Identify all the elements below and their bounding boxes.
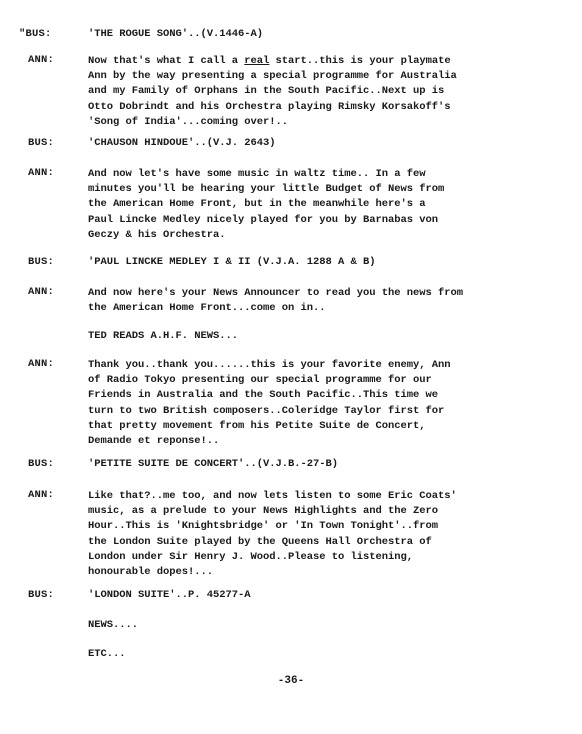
speaker-label: BUS: (28, 256, 55, 268)
music-cue: 'CHAUSON HINDOUE'..(V.J. 2643) (88, 137, 276, 149)
music-cue: 'PETITE SUITE DE CONCERT'..(V.J.B.-27-B) (88, 458, 339, 470)
stage-direction: TED READS A.H.F. NEWS... (88, 330, 239, 342)
music-cue: 'LONDON SUITE'..P. 45277-A (88, 589, 251, 601)
speaker-label: ANN: (28, 358, 55, 370)
announcer-line: And now here's your News Announcer to read you the news from the American Home Front...come on in.. (88, 287, 464, 315)
announcer-text: Now that's what I call a (88, 55, 245, 67)
speaker-label: ANN: (28, 489, 55, 501)
stage-direction: ETC... (88, 648, 126, 660)
announcer-line: Thank you..thank you......this is your favorite enemy, Ann of Radio Tokyo presenting our special programme for our Friends in Australia and the South Pacific..This time we turn to two British composers..Coleridge Taylor first for that pretty movement from his Petite Suite de Concert, Demande et reponse!.. (88, 359, 451, 448)
announcer-text: start..this is your playmate Ann by the way presenting a special programme for Australia and my Family of Orphans in the South Pacific..Next up is Otto Dobrindt and his Orchestra playing Rimsky Korsakoff's 'Song of India'...coming over!.. (88, 55, 457, 128)
music-cue: 'THE ROGUE SONG'..(V.1446-A) (88, 28, 264, 40)
announcer-line: Like that?..me too, and now lets listen to some Eric Coats' music, as a prelude to your News Highlights and the Zero Hour..This is 'Knightsbridge' or 'In Town Tonight'..from the London Suite played by the Queens Hall Orchestra of London under Sir Henry J. Wood..Please to listening, honourable dopes!... (88, 490, 457, 579)
speaker-label: "BUS: (19, 28, 52, 40)
stage-direction: NEWS.... (88, 619, 139, 631)
speaker-label: BUS: (28, 589, 55, 601)
speaker-label: ANN: (28, 54, 55, 66)
speaker-label: ANN: (28, 167, 55, 179)
speaker-label: BUS: (28, 458, 55, 470)
emphasized-word: real (244, 55, 270, 67)
page-number: -36- (277, 675, 305, 687)
announcer-line: And now let's have some music in waltz time.. In a few minutes you'll be hearing your little Budget of News from the American Home Front, but in the meanwhile here's a Paul Lincke Medley nicely played for you by Barnabas von Geczy & his Orchestra. (88, 168, 445, 241)
music-cue: 'PAUL LINCKE MEDLEY I & II (V.J.A. 1288 A & B) (88, 256, 376, 268)
speaker-label: BUS: (28, 137, 55, 149)
announcer-line (88, 54, 556, 130)
speaker-label: ANN: (28, 286, 55, 298)
